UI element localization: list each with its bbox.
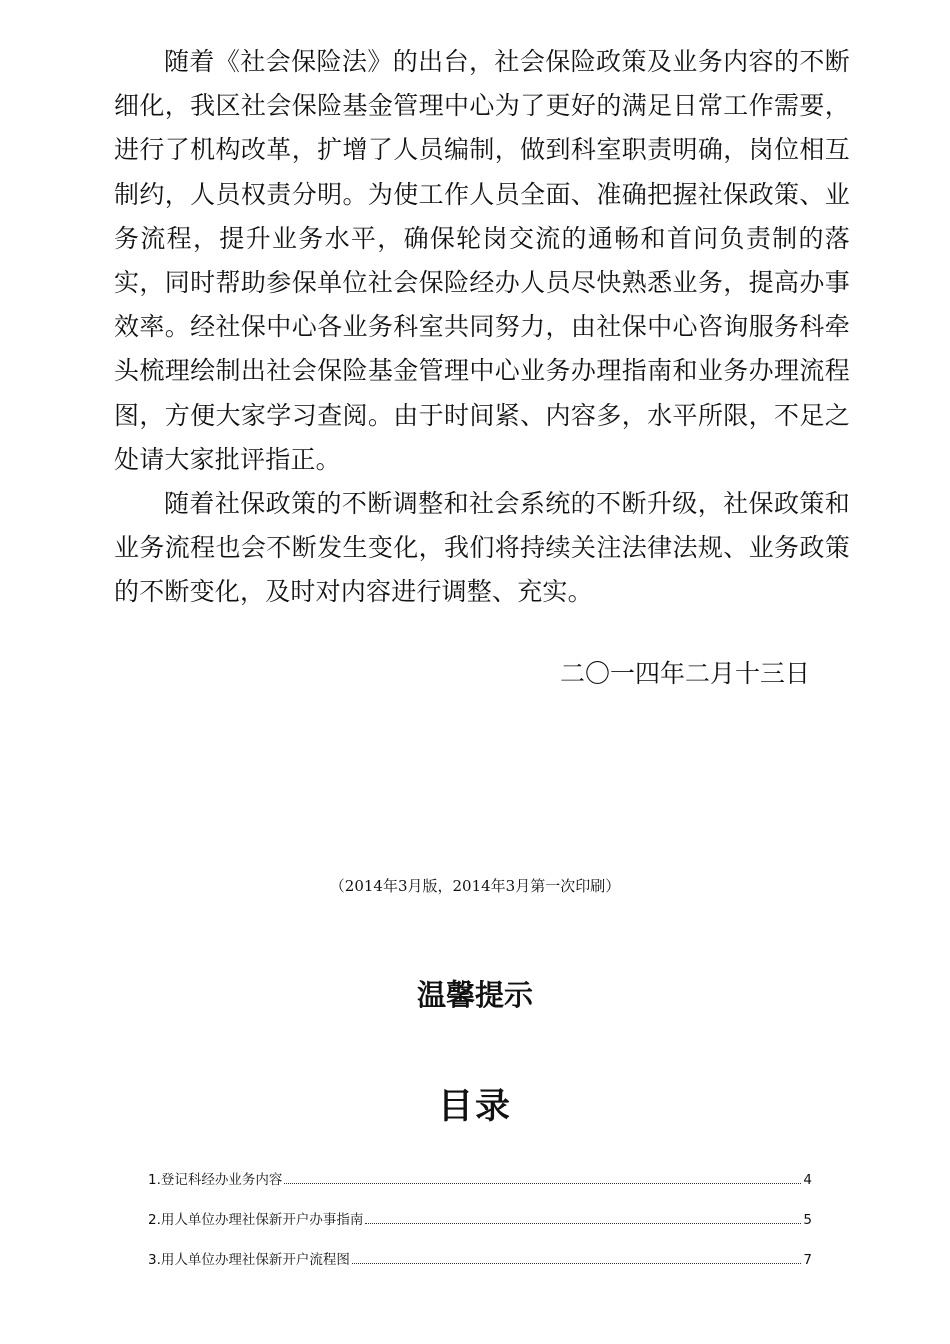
toc-dot-leader — [365, 1208, 801, 1224]
toc-entry-page: 7 — [803, 1252, 812, 1268]
toc-entry-page: 4 — [803, 1172, 812, 1188]
toc-dot-leader — [352, 1248, 802, 1264]
toc-entry-label: 1.登记科经办业务内容 — [148, 1172, 283, 1188]
preface-paragraph-2: 随着社保政策的不断调整和社会系统的不断升级，社保政策和业务流程也会不断发生变化，我们将持续关注法律法规、业务政策的不断变化，及时对内容进行调整、充实。 — [114, 489, 850, 607]
toc-entry-label: 3.用人单位办理社保新开户流程图 — [148, 1252, 350, 1268]
toc-entry-label: 2.用人单位办理社保新开户办事指南 — [148, 1212, 364, 1228]
toc-entry[interactable] — [148, 1248, 812, 1288]
preface-paragraph-1: 随着《社会保险法》的出台，社会保险政策及业务内容的不断细化，我区社会保险基金管理中心为了更好的满足日常工作需要，进行了机构改革，扩增了人员编制，做到科室职责明确，岗位相互制约，人员权责分明。为使工作人员全面、准确把握社保政策、业务流程，提升业务水平，确保轮岗交流的通畅和首问负责制的落实，同时帮助参保单位社会保险经办人员尽快熟悉业务，提高办事效率。经社保中心各业务科室共同努力，由社保中心咨询服务科牵头梳理绘制出社会保险基金管理中心业务办理指南和业务办理流程图，方便大家学习查阅。由于时间紧、内容多，水平所限，不足之处请大家批评指正。 — [114, 47, 850, 474]
toc-heading: 目录 — [437, 1087, 512, 1127]
preface-body — [114, 40, 850, 615]
tips-heading: 温馨提示 — [416, 978, 533, 1012]
toc-entry[interactable] — [148, 1208, 812, 1248]
toc-entry-page: 5 — [803, 1212, 812, 1228]
toc-dot-leader — [284, 1168, 801, 1184]
toc-entry[interactable] — [148, 1168, 812, 1208]
preface-date: 二〇一四年二月十三日 — [560, 659, 811, 688]
edition-note: （2014年3月版，2014年3月第一次印刷） — [329, 877, 621, 895]
table-of-contents — [148, 1168, 812, 1288]
